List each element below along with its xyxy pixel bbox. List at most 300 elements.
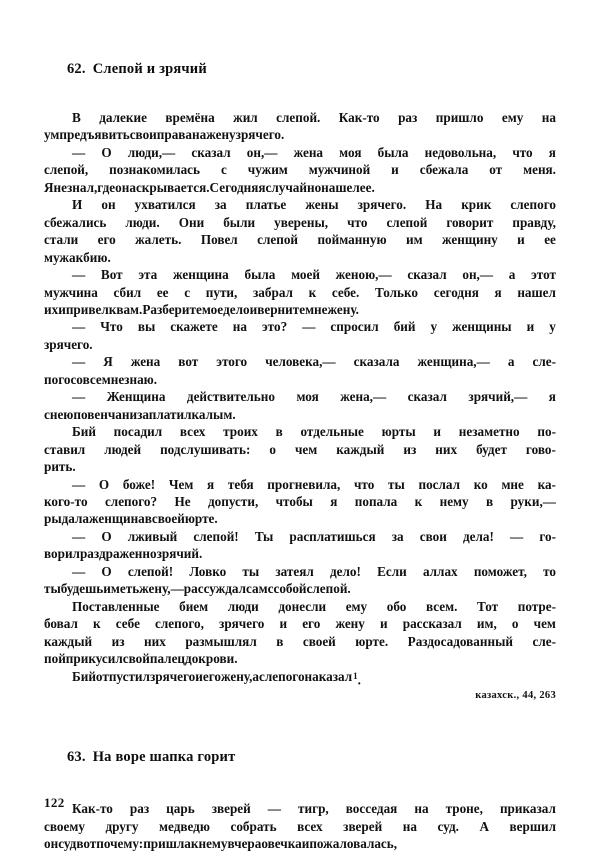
text-line	[44, 800, 556, 817]
word: слепой!	[193, 528, 239, 544]
word: и	[380, 616, 388, 632]
word: и	[517, 232, 525, 248]
text-line	[44, 476, 556, 493]
word: мужчина	[44, 284, 98, 300]
text-line	[44, 633, 556, 650]
word: рассказал	[402, 616, 462, 632]
word: Они	[178, 214, 205, 230]
word: людей	[104, 441, 142, 457]
word: знал,	[66, 179, 98, 195]
word: вы	[137, 319, 156, 335]
word: люди.	[125, 214, 160, 230]
story-heading-62	[44, 44, 556, 95]
word: в	[486, 493, 494, 509]
word: уверены,	[274, 214, 329, 230]
text-line	[44, 161, 556, 178]
word: моей	[291, 267, 320, 283]
word: то	[543, 563, 556, 579]
text-line	[44, 109, 556, 126]
word: сказал	[407, 267, 447, 283]
word: аллах	[422, 563, 458, 579]
word: не	[110, 371, 125, 387]
text-line	[44, 423, 556, 440]
word: Только	[375, 284, 419, 300]
word: знаю.	[124, 371, 158, 387]
word: действительно	[186, 389, 275, 405]
word: раз	[129, 801, 150, 817]
word: сказал	[407, 389, 447, 405]
word: человека,—	[265, 354, 336, 370]
word: сбежала	[419, 162, 469, 178]
word: Тот	[477, 598, 499, 614]
word: другу	[105, 818, 139, 834]
word: женою,—	[335, 267, 392, 283]
word: сегодня	[433, 284, 479, 300]
text-line	[44, 231, 556, 248]
word: наказал	[304, 668, 353, 684]
word: случайно	[265, 179, 322, 195]
word: ты	[242, 563, 260, 579]
word: будет	[476, 441, 507, 457]
word: чтобы	[275, 493, 313, 509]
word: —	[302, 319, 316, 335]
word: троне,	[445, 801, 483, 817]
word: царь	[166, 801, 195, 817]
word: жил	[233, 110, 258, 125]
word: правду,	[512, 214, 556, 230]
word: свой	[122, 651, 150, 667]
word: жену,—	[139, 581, 184, 597]
text-line	[44, 388, 556, 405]
word: и	[195, 668, 203, 684]
word: А	[479, 818, 489, 834]
word: я	[548, 144, 556, 160]
word: мужчиной	[308, 162, 371, 178]
word: юрте.	[355, 633, 389, 649]
word: из	[111, 633, 125, 649]
word: ее	[156, 284, 169, 300]
word: Как-то	[338, 110, 380, 125]
word: он,—	[462, 267, 494, 283]
footnote-marker: 1	[353, 670, 358, 681]
word: прогневила,	[267, 476, 341, 492]
word: Бий	[72, 668, 96, 684]
word: к	[75, 249, 84, 265]
word: зверей	[343, 818, 383, 834]
word: них	[144, 633, 166, 649]
word: мое	[201, 301, 224, 317]
word: ему	[501, 110, 524, 125]
word: что	[512, 144, 533, 160]
word: —	[510, 528, 524, 544]
word: Поставленные	[72, 598, 160, 614]
word: пой	[44, 651, 66, 667]
text-line	[44, 214, 556, 231]
word: с	[44, 406, 50, 422]
word: Я	[103, 354, 113, 370]
source-attribution-62: казахск., 44, 263	[475, 690, 556, 702]
story-number-62: 62.	[66, 61, 86, 77]
word: Сегодня	[209, 179, 259, 195]
word: им	[406, 232, 423, 248]
word: женщины	[452, 319, 512, 335]
word: Чем	[168, 476, 194, 492]
word: —	[72, 267, 86, 283]
word: дела!	[462, 528, 494, 544]
word: пришло	[435, 110, 484, 125]
word: познакомилась	[109, 162, 201, 178]
word: —	[267, 801, 281, 817]
word: сказал	[191, 144, 231, 160]
word: зрячего	[219, 616, 265, 632]
word: И	[72, 197, 83, 213]
word: зрячего.	[235, 127, 285, 143]
word: восседая	[345, 801, 398, 817]
word: мне	[501, 476, 524, 492]
word: нею	[49, 406, 74, 422]
word: отдельные	[300, 424, 364, 440]
word: Не	[174, 493, 191, 509]
word: женщина	[89, 511, 145, 527]
word: к	[190, 836, 199, 852]
word: женщина,—	[417, 354, 490, 370]
word: жену,	[220, 668, 253, 684]
word: собой	[273, 581, 307, 597]
word: в	[144, 511, 152, 527]
word: по-	[537, 424, 556, 440]
word: на	[402, 818, 417, 834]
word: каждый	[336, 441, 385, 457]
word: он	[101, 197, 116, 213]
word: были	[223, 214, 256, 230]
text-line	[44, 371, 556, 388]
word: заплатил	[137, 406, 192, 422]
text-line	[44, 126, 556, 143]
word: недовольна,	[424, 144, 497, 160]
word: что	[353, 476, 375, 492]
word: платье	[245, 197, 287, 213]
word: допусти,	[207, 493, 259, 509]
word: —	[72, 563, 86, 579]
word: всех	[297, 818, 323, 834]
word: и	[58, 301, 66, 317]
word: слепой.	[276, 110, 321, 125]
word: дело	[223, 301, 250, 317]
word: мужа	[44, 249, 76, 265]
word: слепого	[510, 197, 556, 213]
word: я	[330, 493, 338, 509]
word: чем	[294, 441, 318, 457]
word: О	[101, 144, 112, 160]
word: о	[511, 616, 519, 632]
word: вот	[178, 354, 199, 370]
word: зрячий.	[156, 546, 203, 562]
word: пришла	[143, 836, 191, 852]
word: жена	[130, 354, 161, 370]
word: $^1$.	[353, 670, 361, 687]
word: бий	[393, 319, 416, 335]
word: зверей	[211, 801, 251, 817]
word: слепого?	[104, 493, 158, 509]
word: нашел	[517, 284, 556, 300]
word: О	[98, 476, 110, 492]
word: ты	[44, 581, 61, 597]
word: слепой	[257, 232, 299, 248]
text-line	[44, 580, 556, 597]
word: сам	[246, 581, 268, 597]
word: Ловко	[189, 563, 227, 579]
page-number: 122	[44, 795, 65, 810]
word: времёна	[165, 110, 215, 125]
word: расплатишься	[289, 528, 376, 544]
word: и	[129, 406, 138, 422]
word: —	[72, 144, 86, 160]
text-line	[44, 493, 556, 510]
word: —	[72, 389, 86, 405]
word: раз	[398, 110, 418, 125]
word: сказала	[353, 354, 400, 370]
word: отпустил	[95, 668, 150, 684]
word: жена,—	[340, 389, 387, 405]
text-line	[44, 336, 556, 353]
word: он	[44, 836, 59, 852]
word: себе	[115, 616, 140, 632]
word: я	[207, 476, 215, 492]
word: не	[53, 179, 67, 195]
word: права	[156, 127, 193, 143]
word: зрячего.	[44, 336, 93, 352]
story-title-text-62: Слепой и зрячий	[92, 61, 207, 77]
word: повенчан	[73, 406, 130, 422]
word: них	[435, 441, 458, 457]
word: меня.	[523, 162, 556, 178]
text-line	[44, 563, 556, 580]
word: этого	[216, 354, 248, 370]
text-line	[44, 179, 556, 196]
word: на	[414, 801, 429, 817]
word: раздраженно	[79, 546, 157, 562]
word: своему	[44, 818, 85, 834]
text-line	[44, 441, 556, 458]
word: Что	[100, 319, 123, 335]
word: пого	[44, 371, 71, 387]
word: будешь	[60, 581, 104, 597]
word: подслушивать:	[160, 441, 251, 457]
story-body-62	[44, 109, 556, 688]
word: медведю	[159, 818, 210, 834]
word: Ты	[254, 528, 274, 544]
word: люди	[227, 598, 259, 614]
word: им,	[476, 616, 497, 632]
word: скрывается.	[135, 179, 210, 195]
word: тебя	[227, 476, 254, 492]
word: совсем	[70, 371, 111, 387]
word: ко	[473, 476, 488, 492]
word: с	[184, 284, 191, 300]
word: к	[308, 284, 317, 300]
word: у	[430, 319, 438, 335]
text-line	[44, 406, 556, 423]
word: жены	[305, 197, 339, 213]
word: овечка	[261, 836, 302, 852]
word: к	[93, 616, 101, 632]
word: На	[425, 197, 443, 213]
word: лживый	[127, 528, 178, 544]
page-content	[44, 0, 556, 853]
text-line	[44, 318, 556, 335]
word: верните	[257, 301, 306, 317]
word: в	[275, 424, 283, 440]
word: донесли	[278, 598, 327, 614]
word: этот	[531, 267, 556, 283]
word: нашел	[321, 179, 360, 195]
word: ему	[345, 598, 368, 614]
story-heading-63	[44, 732, 556, 783]
word: каждый	[44, 633, 93, 649]
word: зрячего.	[357, 197, 407, 213]
text-line	[44, 266, 556, 283]
word: слепой.	[306, 581, 351, 597]
word: Раздосадованный	[407, 633, 513, 649]
word: на	[541, 110, 556, 125]
word: Разберите	[142, 301, 202, 317]
word: нему	[439, 493, 469, 509]
word: мне	[305, 301, 328, 317]
word: юрте.	[184, 511, 218, 527]
word: жалеть.	[135, 232, 182, 248]
word: чужим	[247, 162, 288, 178]
word: О	[101, 563, 112, 579]
word: Если	[377, 563, 407, 579]
text-line	[44, 458, 556, 475]
word: бием	[179, 598, 209, 614]
word: своей	[302, 633, 336, 649]
word: жену.	[327, 301, 359, 317]
word: приказал	[499, 801, 556, 817]
word: вчера	[227, 836, 262, 852]
word: сбежались	[44, 214, 107, 230]
word: Вот	[100, 267, 123, 283]
word: собрать	[230, 818, 277, 834]
word: бию.	[83, 249, 111, 265]
word: слепого	[258, 668, 305, 684]
word: забрал	[253, 284, 293, 300]
word: его	[202, 668, 221, 684]
text-line	[44, 545, 556, 562]
word: крови.	[198, 651, 238, 667]
word: привел	[65, 301, 109, 317]
word: троих	[223, 424, 258, 440]
text-line	[44, 144, 556, 161]
word: попала	[354, 493, 398, 509]
word: с	[267, 581, 274, 597]
word: своей	[151, 511, 185, 527]
word: свои	[419, 528, 447, 544]
word: ее	[544, 232, 556, 248]
word: где	[97, 179, 116, 195]
word: с	[220, 162, 227, 178]
text-line	[44, 249, 556, 266]
word: эта	[138, 267, 158, 283]
word: их	[44, 301, 59, 317]
word: жену	[335, 616, 365, 632]
word: из	[403, 441, 417, 457]
word: бовал	[44, 616, 78, 632]
word: посадил	[113, 424, 163, 440]
word: крик	[461, 197, 492, 213]
word: слепого,	[155, 616, 204, 632]
text-line	[44, 196, 556, 213]
word: моя	[296, 389, 319, 405]
word: нему	[198, 836, 228, 852]
text-line	[44, 650, 556, 667]
word: суд	[58, 836, 77, 852]
word: на	[192, 127, 207, 143]
word: О	[101, 528, 112, 544]
word: а	[252, 668, 259, 684]
word: женщина	[172, 267, 229, 283]
word: Повел	[200, 232, 238, 248]
word: поможет,	[473, 563, 527, 579]
word: В	[72, 110, 81, 125]
word: кого-то	[44, 493, 88, 509]
word: вот	[76, 836, 97, 852]
word: он,—	[246, 144, 278, 160]
word: послал	[418, 476, 461, 492]
word: калым.	[191, 406, 236, 422]
word: к	[108, 301, 117, 317]
word: за	[391, 528, 404, 544]
word: Женщина	[106, 389, 166, 405]
word: размышлял	[185, 633, 257, 649]
word: и	[526, 319, 535, 335]
text-line	[44, 528, 556, 545]
word: всем.	[425, 598, 458, 614]
word: люди,—	[127, 144, 176, 160]
word: сле-	[532, 633, 556, 649]
word: а	[508, 267, 516, 283]
word: обо	[386, 598, 407, 614]
word: рыдала	[44, 511, 90, 527]
word: я	[548, 389, 556, 405]
word: слепой	[386, 214, 428, 230]
word: потре-	[517, 598, 556, 614]
word: она	[115, 179, 136, 195]
word: —	[72, 528, 86, 544]
word: за	[214, 197, 227, 213]
word: и	[249, 301, 258, 317]
word: Бий	[72, 424, 96, 440]
word: к	[414, 493, 423, 509]
word: —	[72, 476, 86, 492]
word: го-	[539, 528, 556, 544]
word: —	[72, 319, 86, 335]
word: это?	[261, 319, 288, 335]
word: тигр,	[298, 801, 329, 817]
word: была	[377, 144, 409, 160]
word: зрячего	[149, 668, 196, 684]
word: вершил	[509, 818, 556, 834]
word: всех	[179, 424, 206, 440]
word: что	[347, 214, 368, 230]
word: до	[185, 651, 199, 667]
word: жена	[293, 144, 324, 160]
word: и	[301, 836, 310, 852]
word: была	[244, 267, 276, 283]
text-line	[44, 598, 556, 615]
word: ка-	[537, 476, 556, 492]
text-line	[44, 668, 556, 689]
